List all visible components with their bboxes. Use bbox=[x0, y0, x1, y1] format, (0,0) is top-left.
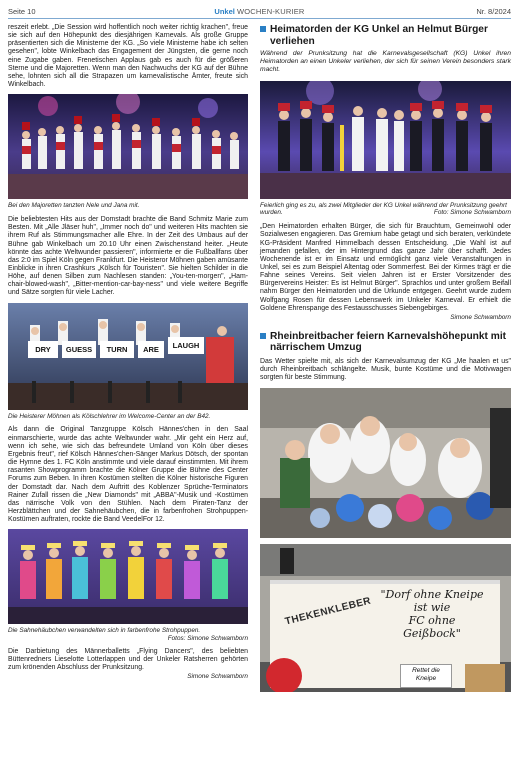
wagon-slogan-line: ist wie bbox=[413, 601, 451, 615]
article-paragraph: Die beliebtesten Hits aus der Domstadt brachte die Band Schmitz Marie zum Besten. Mit „Alle Jläser huh", „Immer noch do" und weiteren Hits machten sie ihrem Ruf als Stimmungsmacher alle Ehre. In der Zeit des Umbaus auf der Bühne gab Winkelbach um 20.10 Uhr einen Zwischenstand heiter. „Heute könnte das achte Weltwunder passieren", informierte er die Fußballfans über das 2:0 im Spiel Köln gegen Frankfurt. Die Heisteror Möhnen gaben amüsante Einblicke in ihren Crashkurs „Kölsch für Touristen". Sie hielten Schilder in die Höhe, auf denen Silben zum Nachlesen standen: „You-ten-morgen", „Ham-chair-blowed-wash", „Bitter-mention-car-bay-ness" und viele weitere Begriffe und Sätze sorgten für viele Lacher. bbox=[8, 216, 248, 297]
photo-majorettes bbox=[8, 94, 248, 199]
photo-caption: Bei den Majoretten tanzten Nele und Jana mit. bbox=[8, 202, 140, 210]
article-paragraph: reszeit erlebt. „Die Session wird hoffentlich noch weiter richtig krachen", freue sie sich auf den Höhepunkt des diesjährigen Karnevals. Als große Gruppe präsentierten sich die Ministerne der KG. „So viele Ministerne habe ich selten gesehen", lobte Winkelbach das Engagement der Jüngsten, die gerne noch eine Zugabe gaben. Frenetischen Applaus gab es auch für die größeren Sterne und die Majoretten. Wenn man den Nachwuchs der KG auf der Bühne sehe, lohnten sich all die Strapazen um karnevalistische Ämter, freute sich Winkelbach. bbox=[8, 24, 248, 89]
wagon-sign: Rettet die Kneipe bbox=[400, 664, 452, 688]
right-column bbox=[260, 24, 511, 692]
heading-text: Rheinbreitbacher feiern Karnevalshöhepunkt mit närrischem Umzug bbox=[270, 330, 507, 354]
photo-caption: Feierlich ging es zu, als zwei Mitglieder der KG Unkel während der Prunksitzung geehrt wurden. bbox=[260, 201, 507, 217]
wagon-slogan-line: FC ohne bbox=[408, 614, 456, 628]
author-signature: Simone Schwamborn bbox=[450, 313, 511, 321]
issue-number: Nr. 8/2024 bbox=[476, 7, 511, 16]
article-lead: Während der Prunksitzung hat die Karnevalsgesellschaft (KG) Unkel ihren Heimatorden an einen Unkeler verliehen, der sich für seinen Verein besonders stark macht. bbox=[260, 50, 511, 74]
article-paragraph: Als dann die Original Tanzgruppe Kölsch Hännes'chen in den Saal einmarschierte, wurde das achte Weltwunder wahr. „Mir geht ein Herz auf, wenn ich sehe, wie sich das befreundete Umland von Köln über dieses Ergebnis freut", rief Kölsch Hännes'chen-Sänger Markus Dötsch, der spontan die Hymne des 1. FC Köln anstimmte und viele darauf einstimmten. Mit ihrem rasanten Showprogramm brachte die Kölner Gruppe die Bühne des Center Forums zum Beben. In ihren Kostümen stellten die Kölner historische Figuren der Domstadt dar. Nach dem Auftritt des Koblenzer Sprüche-Terminators Rainer Zufall rissen die „New Diamonds" mit „ABBA"-Musik und -Kostümen das närrische Volk von den Stühlen. Nach dem Piraten-Tanz der Herzblättchen und der Sahnehäubchen, die in farbenfrohen Strohpuppen-Kostümen auftraten, rockte die Band VeedelFor 12. bbox=[8, 426, 248, 524]
heading-marker-icon bbox=[260, 26, 266, 32]
author-signature: Simone Schwamborn bbox=[187, 672, 248, 680]
wagon-slogan-line: Geißbock" bbox=[403, 627, 461, 641]
photo-sahnehaeubchen bbox=[8, 529, 248, 624]
wagon-slogan bbox=[372, 588, 492, 640]
article-paragraph: „Den Heimatorden erhalten Bürger, die sich für Brauchtum, Gemeinwohl oder Sozialwesen engagieren. Das Gremium habe getagt und sich beraten, verkündete KG-Präsident Manfred Himmelbach dessen Entscheidung. „Die Wahl ist auf jemanden gefallen, der im Hintergrund das ganze Jahr über schafft. Jedes Wochenende ist er im Einsatz und ermöglicht ganz viele Veranstaltungen in Unkel, sei es zum Beispiel Altentag oder Sommerfest. Bei der Kirmes trägt er die Fahne seines Vereins. Seit vielen Jahren ist er Erster Vorsitzender des Bürgervereins Heister: Es ist Helmut Bürger". Sprachlos und unter großem Beifall nahm Bürger den Heimatorden und die Urkunde entgegen. Geehrt wurde zudem Wolfgang Rosen für dessen Lebenswerk im Unkeler Karneval. Er erhielt die Goldene Ehrenspange des Festausschusses Siebengebirges. bbox=[260, 223, 511, 312]
sign-guess: GUESS bbox=[62, 341, 96, 358]
sign-are: ARE bbox=[138, 341, 164, 358]
wagon-slogan-line: "Dorf ohne Kneipe bbox=[380, 588, 484, 602]
sign-group bbox=[28, 341, 208, 361]
left-column bbox=[8, 24, 248, 681]
heading-marker-icon bbox=[260, 333, 266, 339]
masthead-brand: Unkel bbox=[214, 7, 235, 16]
photo-credit: Foto: Simone Schwamborn bbox=[433, 209, 511, 217]
photo-parade-costumes bbox=[260, 388, 511, 538]
masthead-paper: WOCHEN-KURIER bbox=[236, 7, 305, 16]
photo-caption: Die Heisterer Möhnen als Kölschlehrer im Welcome-Center an der B42. bbox=[8, 412, 211, 420]
masthead bbox=[8, 7, 511, 16]
sign-turn: TURN bbox=[100, 341, 134, 358]
page-header bbox=[8, 5, 511, 19]
photo-moehnen-signs bbox=[8, 303, 248, 410]
photo-credit: Fotos: Simone Schwamborn bbox=[167, 635, 248, 643]
photo-heimatorden bbox=[260, 81, 511, 199]
page-number: Seite 10 bbox=[8, 7, 36, 16]
article-heading bbox=[260, 24, 511, 47]
article-heading bbox=[260, 331, 511, 354]
heading-text: Heimatorden der KG Unkel an Helmut Bürger verliehen bbox=[270, 24, 488, 47]
photo-parade-wagon bbox=[260, 544, 511, 692]
photo-caption: Die Sahnehäubchen verwandelten sich in farbenfrohe Strohpuppen. bbox=[8, 627, 201, 635]
wagon-banner: THEKENKLEBER bbox=[283, 595, 373, 628]
sign-dry: DRY bbox=[28, 341, 58, 358]
article-paragraph: Die Darbietung des Männerballetts „Flying Dancers", des beliebten Büttenredners Lieselotte Lotterlappen und der Unkeler Ratsherren gehörten zum krönenden Abschluss der Prunksitzung. bbox=[8, 648, 248, 672]
sign-laugh: LAUGH bbox=[168, 337, 204, 354]
article-paragraph: Das Wetter spielte mit, als sich der Karnevalsumzug der KG „Me haalen et us" durch Rheinbreitbach schlängelte. Musik, bunte Kostüme und die Motivwagen sorgten für beste Stimmung. bbox=[260, 357, 511, 382]
